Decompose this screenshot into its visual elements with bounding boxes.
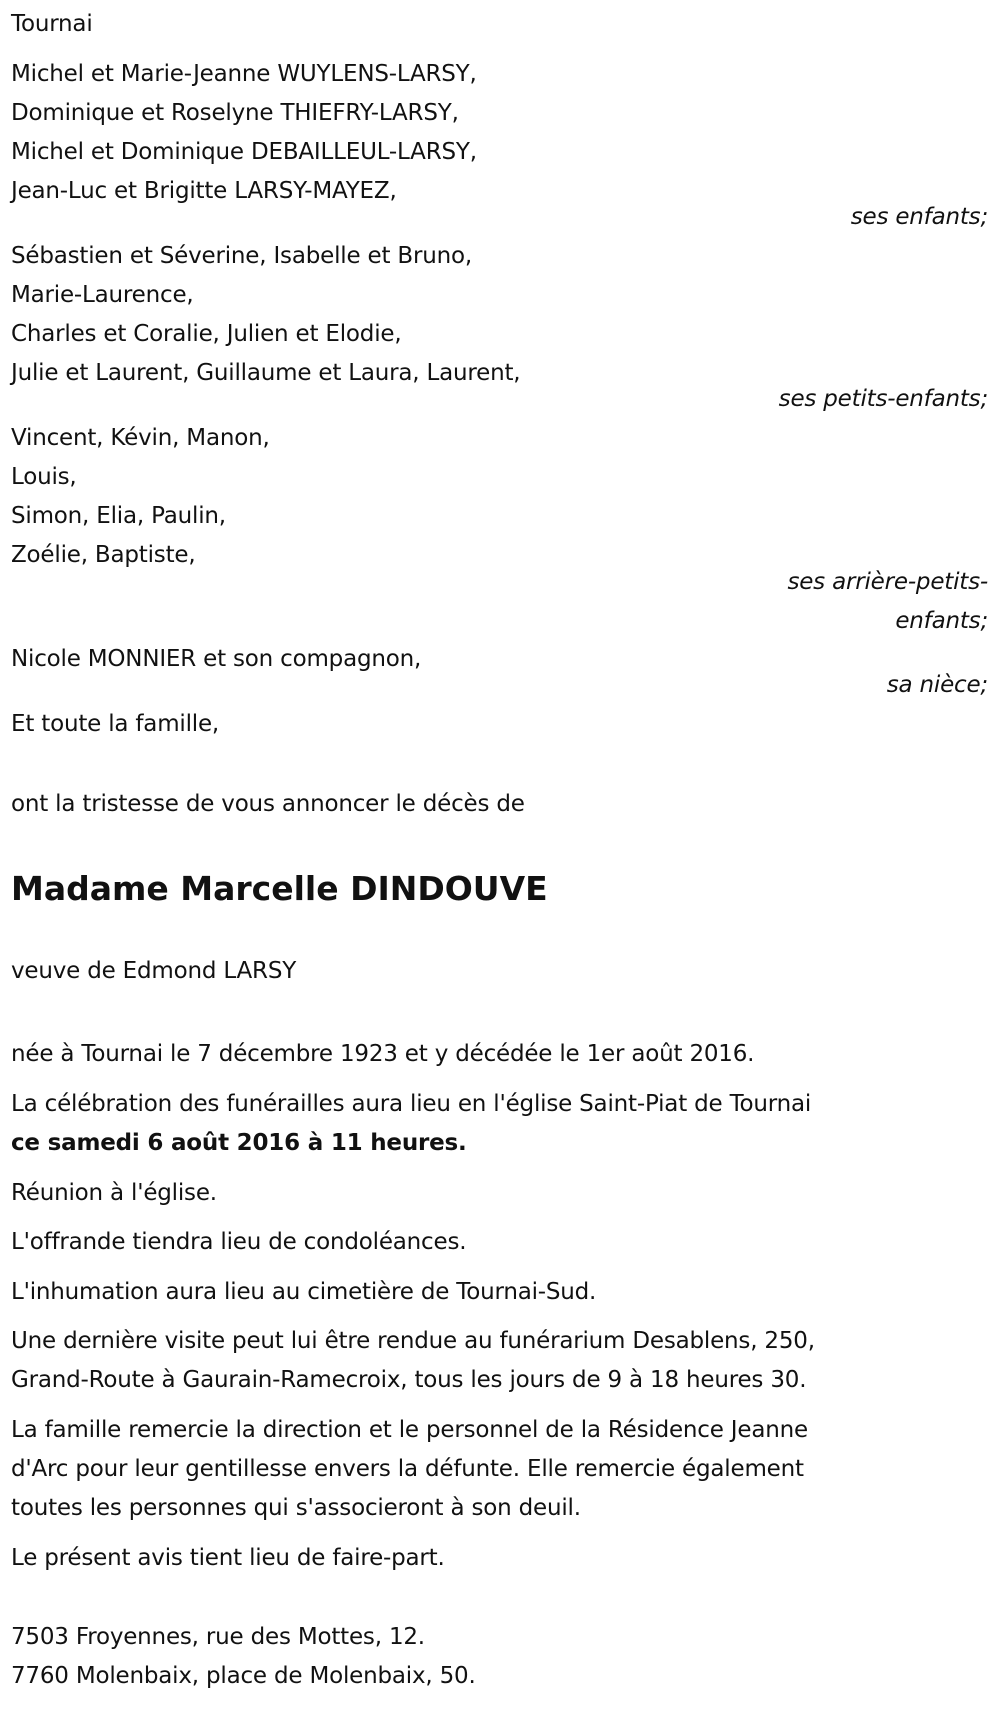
city-header: Tournai <box>11 11 93 37</box>
whole-family-line: Et toute la famille, <box>11 711 220 737</box>
offering-line: L'offrande tiendra lieu de condoléances. <box>11 1229 467 1255</box>
meeting-line: Réunion à l'église. <box>11 1180 217 1206</box>
relation-children: ses enfants; <box>850 204 988 230</box>
thanks-line-1: La famille remercie la direction et le personnel de la Résidence Jeanne <box>11 1417 808 1443</box>
funeral-date-time: ce samedi 6 août 2016 à 11 heures. <box>11 1130 467 1156</box>
grandchildren-line-4: Julie et Laurent, Guillaume et Laura, Laurent, <box>11 360 521 386</box>
grandchildren-line-1: Sébastien et Séverine, Isabelle et Bruno, <box>11 243 472 269</box>
relation-grandchildren: ses petits-enfants; <box>778 386 988 412</box>
niece-line: Nicole MONNIER et son compagnon, <box>11 646 422 672</box>
great-grandchildren-line-2: Louis, <box>11 464 77 490</box>
grandchildren-line-3: Charles et Coralie, Julien et Elodie, <box>11 321 402 347</box>
thanks-line-3: toutes les personnes qui s'associeront à son deuil. <box>11 1495 581 1521</box>
visit-line-2: Grand-Route à Gaurain-Ramecroix, tous les jours de 9 à 18 heures 30. <box>11 1367 807 1393</box>
thanks-line-2: d'Arc pour leur gentillesse envers la défunte. Elle remercie également <box>11 1456 804 1482</box>
great-grandchildren-line-4: Zoélie, Baptiste, <box>11 542 196 568</box>
spouse-line: veuve de Edmond LARSY <box>11 958 297 984</box>
announcement-intro: ont la tristesse de vous annoncer le décès de <box>11 791 525 817</box>
relation-great-grandchildren-line-2: enfants; <box>895 608 988 634</box>
funeral-line-1: La célébration des funérailles aura lieu en l'église Saint-Piat de Tournai <box>11 1091 812 1117</box>
child-couple-4: Jean-Luc et Brigitte LARSY-MAYEZ, <box>11 178 397 204</box>
deceased-name: Madame Marcelle DINDOUVE <box>11 869 548 908</box>
child-couple-1: Michel et Marie-Jeanne WUYLENS-LARSY, <box>11 61 477 87</box>
notice-line: Le présent avis tient lieu de faire-part. <box>11 1545 445 1571</box>
great-grandchildren-line-3: Simon, Elia, Paulin, <box>11 503 226 529</box>
birth-death-line: née à Tournai le 7 décembre 1923 et y décédée le 1er août 2016. <box>11 1041 755 1067</box>
visit-line-1: Une dernière visite peut lui être rendue au funérarium Desablens, 250, <box>11 1328 815 1354</box>
child-couple-2: Dominique et Roselyne THIEFRY-LARSY, <box>11 100 459 126</box>
relation-great-grandchildren-line-1: ses arrière-petits- <box>787 569 988 595</box>
grandchildren-line-2: Marie-Laurence, <box>11 282 194 308</box>
address-1: 7503 Froyennes, rue des Mottes, 12. <box>11 1624 425 1650</box>
great-grandchildren-line-1: Vincent, Kévin, Manon, <box>11 425 270 451</box>
relation-niece: sa nièce; <box>886 672 988 698</box>
burial-line: L'inhumation aura lieu au cimetière de Tournai-Sud. <box>11 1279 597 1305</box>
address-2: 7760 Molenbaix, place de Molenbaix, 50. <box>11 1663 476 1689</box>
child-couple-3: Michel et Dominique DEBAILLEUL-LARSY, <box>11 139 477 165</box>
